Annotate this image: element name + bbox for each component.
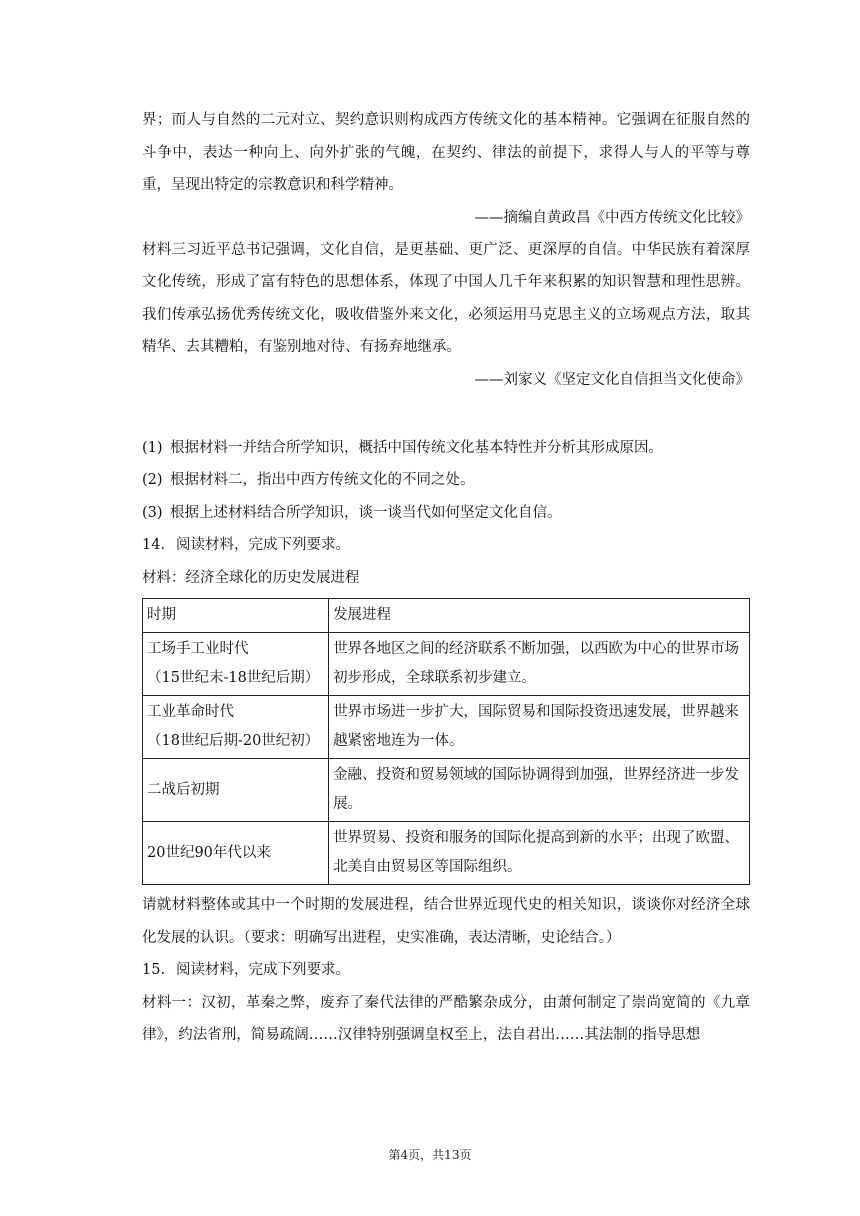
question-13-3 [142, 497, 750, 530]
period-dates: （18世纪后期-20世纪初） [147, 733, 320, 749]
question-13-2 [142, 464, 750, 497]
table-cell-content: 世界市场进一步扩大，国际贸易和国际投资迅速发展，世界越来越紧密地连为一体。 [329, 696, 750, 759]
period-name: 工场手工业时代 [147, 641, 249, 657]
table-cell-period: 20世纪90年代以来 [143, 822, 329, 885]
spacer [142, 396, 750, 432]
question-number: 15. [142, 962, 166, 978]
question-number: (3) [142, 504, 163, 521]
question-text: 根据材料一并结合所学知识，概括中国传统文化基本特性并分析其形成原因。 [170, 439, 663, 456]
question-14-heading [142, 529, 750, 562]
table-row [143, 822, 750, 885]
table-cell-period: 二战后初期 [143, 759, 329, 822]
question-number: (1) [142, 439, 163, 456]
table-cell-content: 世界贸易、投资和服务的国际化提高到新的水平；出现了欧盟、北美自由贸易区等国际组织。 [329, 822, 750, 885]
question-title: 阅读材料，完成下列要求。 [176, 962, 350, 978]
page-content [142, 104, 750, 1052]
table-cell-content: 金融、投资和贸易领域的国际协调得到加强，世界经济进一步发展。 [329, 759, 750, 822]
material2-continuation: 界；而人与自然的二元对立、契约意识则构成西方传统文化的基本精神。它强调在征服自然的斗争中，表达一种向上、向外扩张的气魄，在契约、律法的前提下，求得人与人的平等与尊重，呈现出特定的宗教意识和科学精神。 [142, 112, 750, 193]
table-cell-period [143, 633, 329, 696]
table-row [143, 633, 750, 696]
material3-paragraph: 材料三习近平总书记强调，文化自信，是更基础、更广泛、更深厚的自信。中华民族有着深厚文化传统，形成了富有特色的思想体系，体现了中国人几千年来积累的知识智慧和理性思辨。我们传承弘扬优秀传统文化，吸收借鉴外来文化，必须运用马克思主义的立场观点方法，取其精华、去其糟粕，有鉴别地对待、有扬弃地继承。 [142, 241, 750, 355]
question-text: 根据材料二，指出中西方传统文化的不同之处。 [170, 472, 475, 488]
table-header-cell: 发展进程 [329, 599, 750, 633]
material-title: 材料：经济全球化的历史发展进程 [142, 569, 360, 586]
table-cell-content: 世界各地区之间的经济联系不断加强，以西欧为中心的世界市场初步形成，全球联系初步建立。 [329, 633, 750, 696]
page-footer: 第4页，共13页 [388, 1148, 472, 1162]
period-dates: （15世纪末-18世纪后期） [147, 670, 320, 686]
question-13-1 [142, 432, 750, 465]
table-row [143, 696, 750, 759]
question-title: 阅读材料，完成下列要求。 [176, 537, 350, 553]
table-header-row [143, 599, 750, 633]
source-citation-2: ——摘编自黄政昌《中西方传统文化比较》 [474, 209, 750, 226]
table-header-cell: 时期 [143, 599, 329, 633]
question-number: 14. [142, 537, 166, 553]
period-name: 工业革命时代 [147, 704, 234, 720]
question-number: (2) [142, 472, 163, 488]
table-cell-period [143, 696, 329, 759]
question-14-instruction: 请就材料整体或其中一个时期的发展进程，结合世界近现代史的相关知识，谈谈你对经济全球化发展的认识。（要求：明确写出进程，史实准确，表达清晰，史论结合。） [142, 897, 750, 946]
table-row [143, 759, 750, 822]
question-15-material1: 材料一：汉初，革秦之弊，废弃了秦代法律的严酷繁杂成分，由萧何制定了崇尚宽简的《九章律》，约法省刑，简易疏阔……汉律特别强调皇权至上，法自君出……其法制的指导思想 [142, 994, 750, 1043]
question-15-heading [142, 954, 750, 987]
question-text: 根据上述材料结合所学知识，谈一谈当代如何坚定文化自信。 [170, 504, 562, 521]
source-citation-3: ——刘家义《坚定文化自信担当文化使命》 [474, 371, 750, 388]
globalization-table [142, 598, 750, 885]
